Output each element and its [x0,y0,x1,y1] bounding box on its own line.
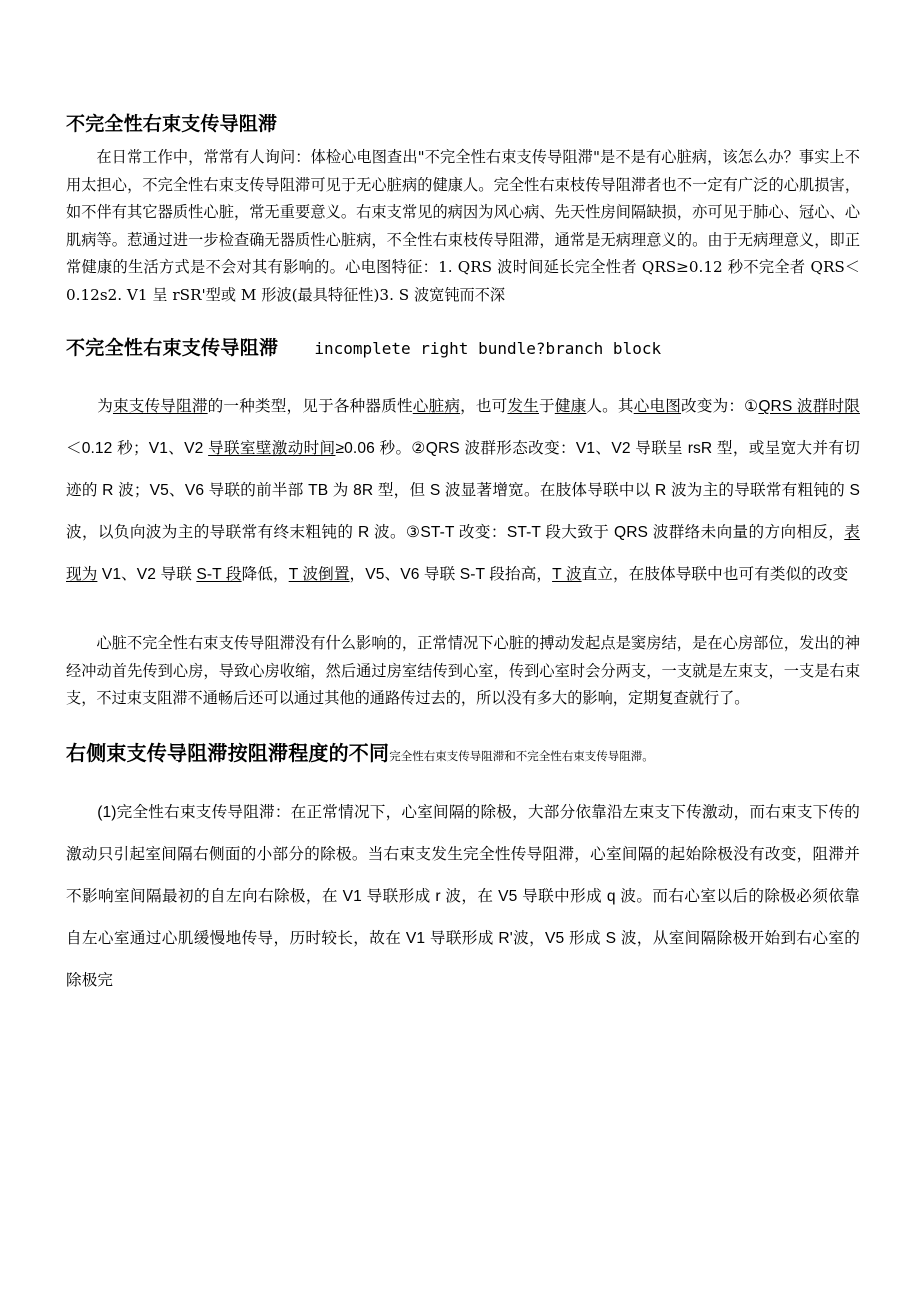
underlined-term: T 波 [552,566,582,583]
text-run: 改变为：① [681,398,759,415]
degree-heading [66,739,860,770]
underlined-term: 发生 [507,398,540,415]
text-run: ，也可 [460,398,508,415]
complete-block-paragraph: (1)完全性右束支传导阻滞：在正常情况下，心室间隔的除极，大部分依靠沿左束支下传激动，而右束支下传的激动只引起室间隔右侧面的小部分的除极。当右束支发生完全性传导阻滞，心室间隔的起始除极没有改变，阻滞并不影响室间隔最初的自左向右除极，在 V1 导联形成 r 波，在 V5 导联中形成 q 波。而右心室以后的除极必须依靠自左心室通过心肌缓慢地传导，历时较长，故在 V1 导联形成 R'波，V5 形成 S 波，从室间隔除极开始到右心室的除极完 [66,803,860,989]
spacer [66,596,860,630]
underlined-term: 心脏病 [412,398,461,415]
underlined-term: 导联室壁激动时间 [208,440,336,457]
text-run: ，V5、V6 导联 S-T 段抬高， [349,566,553,583]
underlined-term: 表现为 [66,524,860,583]
spacer [66,713,860,739]
text-run: ＜0.12 秒；V1、V2 [66,440,209,457]
text-run: ≥0.06 秒。②QRS 波群形态改变：V1、V2 导联呈 rsR 型，或呈宽大并有切迹的 R 波；V5、V6 导联的前半部 TB 为 8R 型，但 S 波显著增宽。在肢体导联中以 R 波为主的导联常有粗钝的 S 波，以负向波为主的导联常有终末粗钝的 R 波。③ST-T 改变：ST-T 段大致于 QRS 波群络未向量的方向相反， [66,440,860,541]
underlined-term: T 波倒置 [288,566,350,583]
underlined-term: QRS 波群时限 [758,398,860,415]
underlined-term: 心电图 [633,398,682,415]
degree-heading-main: 右侧束支传导阻滞按阻滞程度的不同 [66,740,390,765]
text-run: 为 [97,398,113,415]
text-run: 人。其 [586,398,634,415]
page-title: 不完全性右束支传导阻滞 [66,113,278,135]
underlined-term: 束支传导阻滞 [112,398,208,415]
ecg-change-paragraph [66,386,860,596]
effect-paragraph: 心脏不完全性右束支传导阻滞没有什么影响的，正常情况下心脏的搏动发起点是窦房结，是在心房部位，发出的神经冲动首先传到心房，导致心房收缩，然后通过房室结传到心室，传到心室时会分两支，一支就是左束支，一支是右束支，不过束支阻滞不通畅后还可以通过其他的通路传过去的，所以没有多大的影响，定期复查就行了。 [66,634,860,707]
text-run: 降低， [241,566,289,583]
text-run: V1、V2 导联 [97,566,197,583]
text-run: 直立，在肢体导联中也可有类似的改变 [581,566,849,583]
definition-heading-cn: 不完全性右束支传导阻滞 [66,337,279,359]
spacer [66,309,860,335]
spacer [66,774,860,792]
text-run: 的一种类型，见于各种器质性 [207,398,413,415]
intro-paragraph: 在日常工作中，常常有人询问：体检心电图查出"不完全性右束支传导阻滞"是不是有心脏病，该怎么办？事实上不用太担心，不完全性右束支传导阻滞可见于无心脏病的健康人。完全性右束枝传导阻滞者也不一定有广泛的心肌损害，如不伴有其它器质性心脏，常无重要意义。右束支常见的病因为风心病、先天性房间隔缺损，亦可见于肺心、冠心、心肌病等。惹通过进一步检查确无器质性心脏病，不全性右束枝传导阻滞，通常是无病理意义的。由于无病理意义，即正常健康的生活方式是不会对其有影响的。心电图特征：1. QRS 波时间延长完全性者 QRS≥0.12 秒不完全者 QRS＜0.12s2. V1 呈 rSR'型或 M 形波(最具特征性)3. S 波宽钝而不深 [66,148,860,304]
degree-heading-note: 完全性右束支传导阻滞和不完全性右束支传导阻滞。 [389,748,654,763]
definition-heading-en: incomplete right bundle?branch block [314,339,662,358]
definition-heading [66,335,860,362]
text-run: 于 [539,398,555,415]
underlined-term: S-T 段 [196,566,242,583]
underlined-term: 健康 [554,398,587,415]
spacer [66,368,860,386]
